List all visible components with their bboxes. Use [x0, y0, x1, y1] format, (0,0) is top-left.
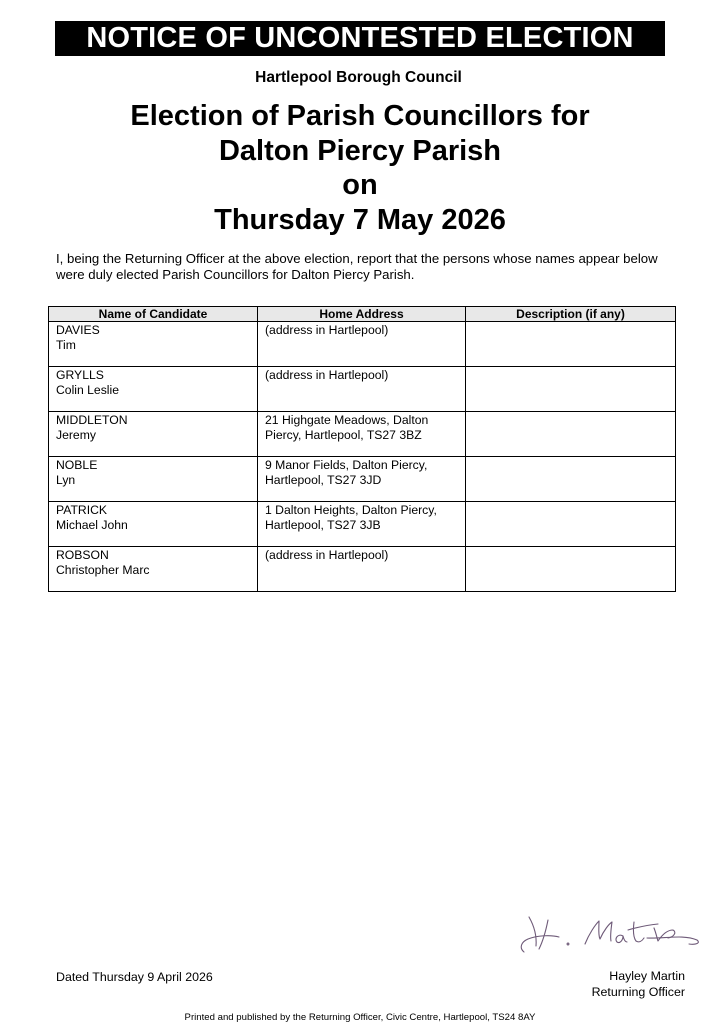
address-line: 1 Dalton Heights, Dalton Piercy,: [265, 503, 437, 517]
candidate-address-cell: [258, 457, 466, 502]
candidate-forenames: Colin Leslie: [56, 383, 120, 397]
council-name: Hartlepool Borough Council: [255, 69, 462, 86]
candidate-address-cell: [258, 322, 466, 367]
address-line: (address in Hartlepool): [265, 323, 389, 337]
candidate-description-cell: [466, 412, 676, 457]
officer-title: Returning Officer: [591, 984, 685, 999]
candidate-address-cell: [258, 367, 466, 412]
address-line: (address in Hartlepool): [265, 368, 389, 382]
candidate-name-cell: [49, 502, 258, 547]
signature-strokes: [521, 917, 698, 952]
candidate-address-cell: [258, 502, 466, 547]
candidate-description-cell: [466, 547, 676, 592]
officer-name: Hayley Martin: [609, 969, 685, 983]
table-row: [49, 322, 676, 367]
candidate-forenames: Jeremy: [56, 428, 96, 442]
candidate-forenames: Lyn: [56, 473, 76, 487]
candidate-address-cell: [258, 412, 466, 457]
candidate-surname: NOBLE: [56, 458, 98, 472]
candidate-description-cell: [466, 367, 676, 412]
candidate-description-cell: [466, 457, 676, 502]
address-line: (address in Hartlepool): [265, 548, 389, 562]
candidate-surname: MIDDLETON: [56, 413, 128, 427]
imprint-line: Printed and published by the Returning Officer, Civic Centre, Hartlepool, TS24 8AY: [184, 1012, 536, 1023]
notice-banner: NOTICE OF UNCONTESTED ELECTION: [55, 21, 665, 56]
address-line: 21 Highgate Meadows, Dalton: [265, 413, 429, 427]
address-line: Hartlepool, TS27 3JB: [265, 518, 381, 532]
title-line: Thursday 7 May 2026: [214, 203, 506, 236]
candidate-surname: DAVIES: [56, 323, 100, 337]
table-row: [49, 457, 676, 502]
table-row: [49, 367, 676, 412]
address-line: 9 Manor Fields, Dalton Piercy,: [265, 458, 428, 472]
title-line: Election of Parish Councillors for: [130, 100, 590, 132]
title-line: Dalton Piercy Parish: [218, 134, 502, 167]
table-row: [49, 547, 676, 592]
address-line: Piercy, Hartlepool, TS27 3BZ: [265, 428, 422, 442]
candidate-name-cell: [49, 457, 258, 502]
column-header-name: Name of Candidate: [49, 307, 258, 322]
candidate-surname: PATRICK: [56, 503, 108, 517]
candidate-description-cell: [466, 502, 676, 547]
candidate-name-cell: [49, 412, 258, 457]
returning-officer-block: [592, 969, 685, 1000]
column-header-address: Home Address: [258, 307, 466, 322]
intro-paragraph: I, being the Returning Officer at the above election, report that the persons whose names appear below were duly elected Parish Councillors for Dalton Piercy Parish.: [56, 251, 658, 282]
candidate-forenames: Christopher Marc: [56, 563, 150, 577]
election-title: [0, 99, 717, 237]
candidate-name-cell: [49, 367, 258, 412]
candidate-address-cell: [258, 547, 466, 592]
candidates-table: [48, 306, 676, 592]
candidate-description-cell: [466, 322, 676, 367]
table-header-row: [49, 307, 676, 322]
column-header-description: Description (if any): [466, 307, 676, 322]
address-line: Hartlepool, TS27 3JD: [265, 473, 382, 487]
table-row: [49, 502, 676, 547]
candidate-name-cell: [49, 547, 258, 592]
returning-officer-signature: [515, 908, 710, 968]
candidate-forenames: Tim: [56, 338, 76, 352]
candidate-surname: GRYLLS: [56, 368, 104, 382]
candidate-name-cell: [49, 322, 258, 367]
candidate-surname: ROBSON: [56, 548, 109, 562]
candidate-forenames: Michael John: [56, 518, 128, 532]
table-row: [49, 412, 676, 457]
dated-line: Dated Thursday 9 April 2026: [56, 970, 213, 984]
title-line: on: [342, 169, 378, 201]
